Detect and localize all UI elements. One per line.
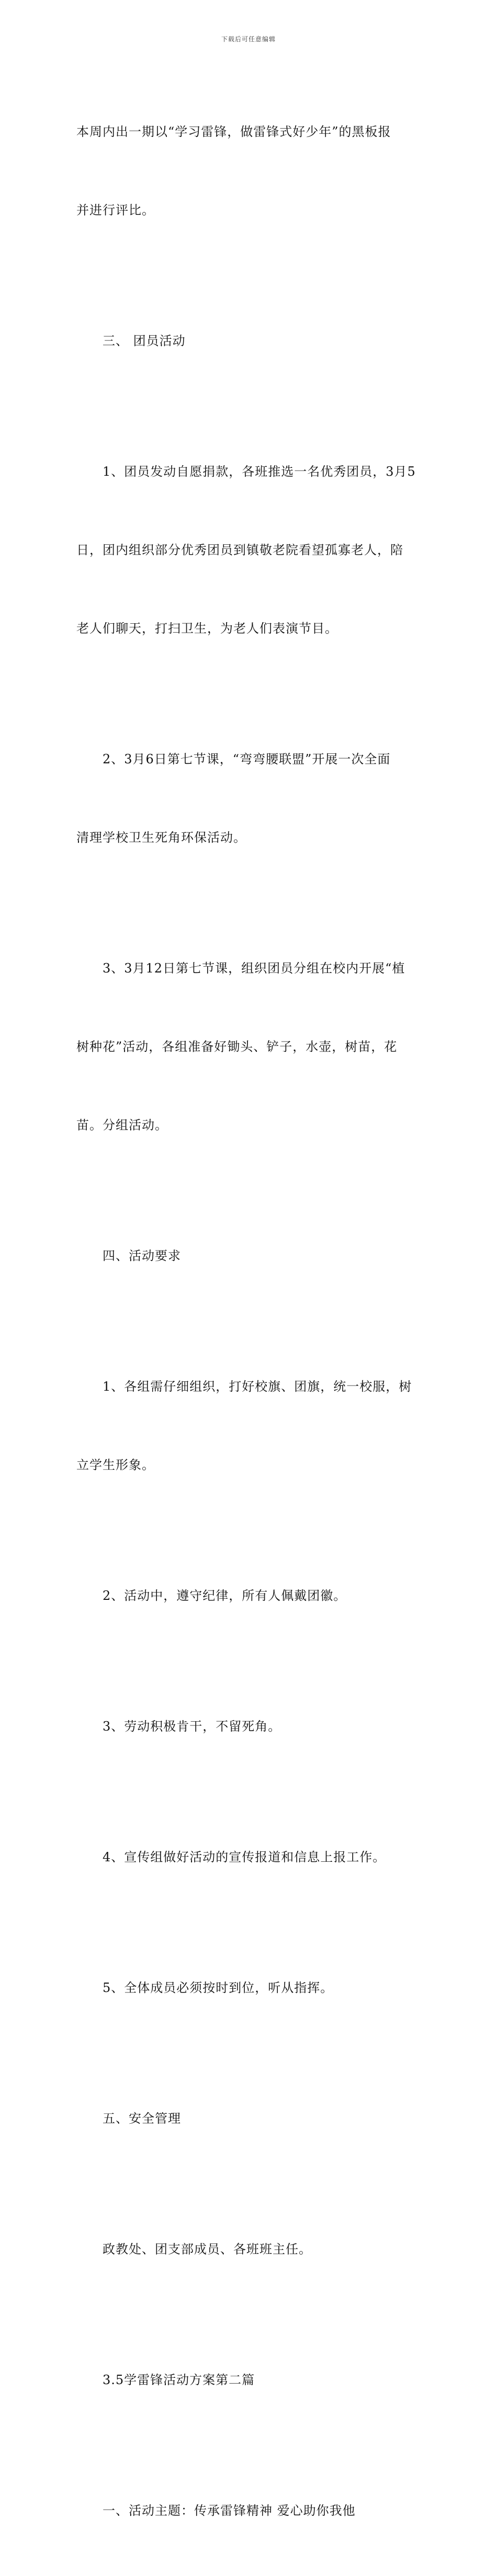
paragraph-safety-members bbox=[76, 2184, 424, 2315]
text-line: 3、劳动积极肯干，不留死角。 bbox=[103, 1719, 281, 1734]
text-line: 日，团内组织部分优秀团员到镇敬老院看望孤寡老人，陪 bbox=[76, 543, 403, 557]
paragraph-item-2 bbox=[76, 694, 424, 903]
text-line: 并进行评比。 bbox=[76, 203, 155, 217]
text-line: 立学生形象。 bbox=[76, 1458, 155, 1472]
section-heading-safety bbox=[76, 2053, 424, 2184]
text-line: 苗。分组活动。 bbox=[76, 1118, 168, 1132]
text-line: 树种花”活动，各组准备好锄头、铲子，水壶，树苗，花 bbox=[76, 1039, 398, 1054]
document-body bbox=[76, 66, 424, 2576]
paragraph-requirement-2 bbox=[76, 1530, 424, 1661]
paragraph-blackboard bbox=[76, 66, 424, 276]
page-header-note: 下载后可任意编辑 bbox=[221, 36, 276, 43]
section-heading-activity-theme bbox=[76, 2445, 424, 2576]
text-line: 老人们聊天，打扫卫生，为老人们表演节目。 bbox=[76, 621, 338, 636]
text-line: 3、3月12日第七节课，组织团员分组在校内开展“植 bbox=[103, 961, 405, 976]
text-line: 4、宣传组做好活动的宣传报道和信息上报工作。 bbox=[103, 1850, 386, 1864]
text-line: 1、各组需仔细组织，打好校旗、团旗，统一校服，树 bbox=[103, 1379, 412, 1394]
text-line: 三、 团员活动 bbox=[103, 334, 186, 348]
text-line: 四、活动要求 bbox=[103, 1249, 181, 1263]
paragraph-item-1 bbox=[76, 406, 424, 694]
paragraph-second-plan-title bbox=[76, 2315, 424, 2445]
text-line: 2、3月6日第七节课，“弯弯腰联盟”开展一次全面 bbox=[103, 752, 391, 766]
section-heading-league-activities bbox=[76, 276, 424, 406]
text-line: 2、活动中，遵守纪律，所有人佩戴团徽。 bbox=[103, 1588, 347, 1603]
text-line: 1、团员发动自愿捐款，各班推选一名优秀团员，3月5 bbox=[103, 464, 416, 479]
text-line: 3.5学雷锋活动方案第二篇 bbox=[103, 2373, 255, 2387]
paragraph-requirement-5 bbox=[76, 1922, 424, 2053]
text-line: 本周内出一期以“学习雷锋，做雷锋式好少年”的黑板报 bbox=[76, 124, 391, 139]
section-heading-requirements bbox=[76, 1190, 424, 1321]
paragraph-requirement-3 bbox=[76, 1661, 424, 1792]
text-line: 清理学校卫生死角环保活动。 bbox=[76, 830, 246, 845]
text-line: 5、全体成员必须按时到位，听从指挥。 bbox=[103, 1980, 334, 1995]
paragraph-requirement-1 bbox=[76, 1321, 424, 1530]
text-line: 一、活动主题：传承雷锋精神 爱心助你我他 bbox=[103, 2503, 356, 2518]
text-line: 政教处、团支部成员、各班班主任。 bbox=[103, 2242, 312, 2257]
paragraph-item-3 bbox=[76, 903, 424, 1190]
text-line: 五、安全管理 bbox=[103, 2111, 181, 2126]
paragraph-requirement-4 bbox=[76, 1792, 424, 1922]
